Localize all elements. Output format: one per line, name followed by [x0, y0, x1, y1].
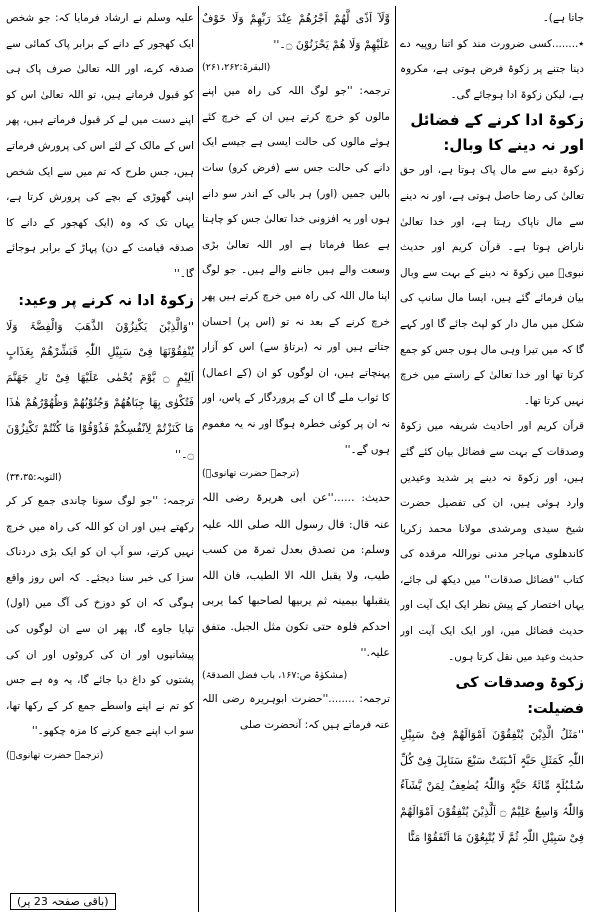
column-divider	[198, 6, 199, 912]
section-heading: زکوۃ ادا کرنے کے فضائل اور نہ دینے کا وبال:	[410, 111, 584, 155]
continued-text: جاتا ہے)۔	[542, 12, 584, 24]
continued-translation: علیہ وسلم نے ارشاد فرمایا کہ: جو شخص ایک کھجور کے دانے کے برابر پاک کمائی سے صدقہ کرے، اور اللہ تعالیٰ صرف پاک ہی کو قبول فرماتے ہیں، تو اللہ تعالیٰ اس کو اپنے دست میں لے کر قبول فرماتے ہیں، پھر اس کے مالک کے لئے اس کی پرورش فرماتے ہیں، جس طرح کہ تم میں سے ایک شخص اپنی گھوڑی کے بچے کی پرورش کرتا ہے، یہاں تک کہ وہ (ایک کھجور کے دانے کا صدقہ قیامت کے دن) پہاڑ کے برابر ہوجائے گا۔''	[6, 12, 194, 280]
translation	[202, 79, 390, 463]
translation-label: ترجمہ:	[359, 85, 390, 98]
section-heading: زکوۃ وصدقات کی فضیلت:	[455, 675, 584, 718]
translation-text: ''جو لوگ سونا چاندی جمع کر کر رکھتے ہیں اور ان کو اللہ کی راہ میں خرچ نہیں کرتے، سو آپ ان کو ایک بڑی دردناک سزا کی خبر سنا دیجئے۔ کہ اس روز واقع ہوگی کہ ان کو دوزخ کی آگ میں (اول) تپایا جاوے گا، پھر ان سے ان لوگوں کی پیشانیوں اور ان کی کروٹوں اور ان کی پشتوں کو داغ دیا جائے گا، یہ وہ ہے جس کو تم نے اپنے واسطے جمع کر کے رکھا تھا، سو اب اپنے جمع کرنے کا مزہ چکھو۔''	[6, 495, 194, 738]
verse-reference: (التوبہ:۳۴،۳۵)	[6, 472, 62, 484]
quran-verse: ''مَثَلُ الَّذِیْنَ یُنْفِقُوْنَ اَمْوَالَھُمْ فِیْ سَبِیْلِ اللّٰہِ کَمَثَلِ حَبَّۃٍ اَنْۢبَتَتْ سَبْعَ سَنَابِلَ فِیْ کُلِّ سُنْۢبُلَۃٍ مِّائَۃُ حَبَّۃٍ وَاللّٰہُ یُضٰعِفُ لِمَنْ یَّشَآءُ وَاللّٰہُ وَاسِعٌ عَلِیْمٌ ۝ اَلَّذِیْنَ یُنْفِقُوْنَ اَمْوَالَھُمْ فِیْ سَبِیْلِ اللّٰہِ ثُمَّ لَا یُتْبِعُوْنَ مَا اَنْفَقُوْا مَنًّا	[400, 728, 584, 844]
translation-text: ........''حضرت ابوہریرہ رضی اللہ عنہ فرماتے ہیں کہ: آنحضرت صلی	[202, 693, 390, 731]
hadith-label: حدیث:	[361, 492, 390, 505]
hadith-text: ......''عن ابی ھریرۃ رضی اللہ عنہ قال: قال رسول اللہ صلی اللہ علیہ وسلم: من تصدق بعدل تمرۃ من کسب طیب، ولا یقبل اللہ الا الطیب، فان اللہ یتقبلھا بیمینہ ثم یربیھا لصاحبھا کما یربی احدکم فلوہ حتی تکون مثل الجبل. متفق علیہ.''	[202, 491, 390, 659]
translation-label: ترجمہ:	[359, 693, 390, 706]
hadith-reference: (مشکوٰۃ ص:۱۶۷، باب فضل الصدقۃ)	[202, 670, 348, 682]
note: ٭........کسی ضرورت مند کو اتنا روپیہ دے دینا جتنے پر زکوۃ فرض ہوتی ہے، مکروہ ہے، لیکن زکوۃ ادا ہوجائے گی۔	[400, 37, 584, 101]
column-divider	[395, 6, 396, 912]
left-column	[6, 6, 194, 912]
quran-verse: وَّلَآ اَذًی لَّھُمْ اَجْرُھُمْ عِنْدَ رَبِّھِمْ وَلَا خَوْفٌ عَلَیْھِمْ وَلَا ھُمْ یَحْزَنُوْنَ ۝۔''	[202, 12, 390, 51]
section-heading: زکوۃ ادا نہ کرنے پر وعید:	[18, 292, 194, 309]
hadith-translation	[202, 687, 390, 738]
hadith	[202, 485, 390, 665]
right-column	[400, 6, 584, 912]
middle-column	[202, 6, 390, 912]
verse-reference: (البقرۃ:۲۶۱،۲۶۲)	[202, 62, 271, 74]
quran-verse: ''وَالَّذِیْنَ یَکْنِزُوْنَ الذَّھَبَ وَالْفِضَّۃَ وَلَا یُنْفِقُوْنَھَا فِیْ سَبِیْلِ اللّٰہِ فَبَشِّرْھُمْ بِعَذَابٍ اَلِیْمٍ ۝ یَّوْمَ یُحْمٰی عَلَیْھَا فِیْ نَارِ جَھَنَّمَ فَتُکْوٰی بِھَا جِبَاھُھُمْ وَجُنُوْبُھُمْ وَظُھُوْرُھُمْ ھٰذَا مَا کَنَزْتُمْ لِاَنْفُسِکُمْ فَذُوْقُوْا مَا کُنْتُمْ تَکْنِزُوْنَ ۝۔''	[6, 319, 194, 461]
paragraph: زکوۃ دینے سے مال پاک ہوتا ہے، اور حق تعالیٰ کی رضا حاصل ہوتی ہے، اور نہ دینے سے مال ناپاک رہتا ہے، اور خدا تعالیٰ ناراض ہوتا ہے۔ قرآن کریم اور حدیث نبویؐ میں زکوۃ نہ دینے کے بہت سے وبال بیان فرمائے گئے ہیں، ایسا مال سانپ کی شکل میں مال دار کو لپٹ جائے گا اور کہے گا کہ میں تیرا وہی مال ہوں جس کو جمع کرتا تھا اور خدا تعالیٰ کے راستے میں خرچ نہیں کرتا تھا۔	[400, 164, 584, 407]
translation	[6, 489, 194, 745]
paragraph: قرآن کریم اور احادیث شریفہ میں زکوۃ وصدقات کے بہت سے فضائل بیان کئے گئے ہیں، اور زکوۃ نہ دینے پر شدید وعیدیں وارد ہوئی ہیں، ان کی تفصیل حضرت شیخ سیدی ومرشدی مولانا محمد زکریا کاندھلوی مہاجر مدنی نوراللہ مرقدہ کی کتاب ''فضائل صدقات'' میں دیکھ لی جائے، یہاں اختصار کے پیش نظر ایک ایک آیت اور حدیث فضائل میں، اور ایک ایک آیت اور حدیث وعید میں نقل کرتا ہوں۔	[400, 420, 584, 663]
translation-label: ترجمہ:	[163, 495, 194, 508]
translation-reference: (ترجمہ حضرت تھانویؒ)	[202, 468, 300, 480]
translation-text: ''جو لوگ اللہ کی راہ میں اپنے مالوں کو خرچ کرتے ہیں ان کے خرچ کئے ہوئے مالوں کی حالت ایسی ہے جیسے ایک دانے کی حالت جس سے (فرض کرو) سات بالیں جمیں (اور) ہر بالی کے اندر سو دانے ہوں اور یہ افزونی خدا تعالیٰ جس کو چاہتا ہے عطا فرماتا ہے اور اللہ تعالیٰ بڑی وسعت والے ہیں جاننے والے ہیں۔ جو لوگ اپنا مال اللہ کی راہ میں خرچ کرتے ہیں پھر خرچ کرنے کے بعد نہ تو (اس پر) احسان جتاتے ہیں اور نہ (برتاؤ سے) اس کو آزار پہنچاتے ہیں، ان لوگوں کو ان (کے اعمال) کا ثواب ملے گا ان کے پروردگار کے پاس، اور نہ ان پر کوئی خطرہ ہوگا اور نہ یہ مغموم ہوں گے۔''	[202, 85, 390, 456]
translation-reference: (ترجمہ حضرت تھانویؒ)	[6, 750, 104, 762]
continued-on-page-note: (باقی صفحہ 23 پر)	[10, 893, 116, 910]
